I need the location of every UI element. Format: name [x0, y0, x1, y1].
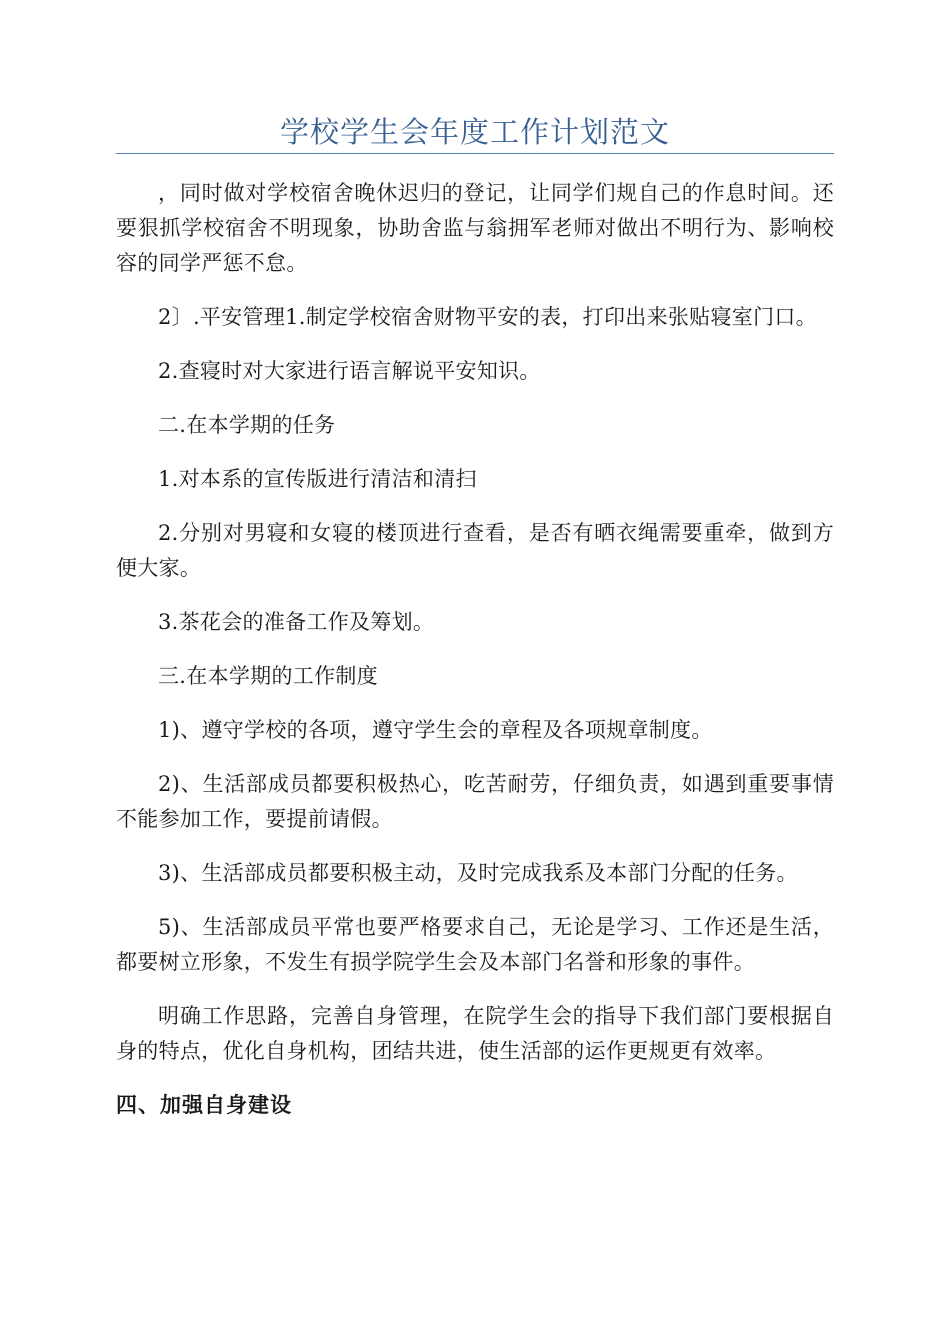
paragraph-safety-knowledge: 2.查寝时对大家进行语言解说平安知识。 — [158, 359, 541, 383]
paragraph-task-2: 2.分别对男寝和女寝的楼顶进行查看，是否有晒衣绳需要重牵，做到方便大家。 — [116, 521, 834, 580]
document-title: 学校学生会年度工作计划范文 — [279, 115, 670, 149]
paragraph-rule-1: 1)、遵守学校的各项，遵守学生会的章程及各项规章制度。 — [158, 718, 713, 742]
paragraph-rule-3: 3)、生活部成员都要积极主动，及时完成我系及本部门分配的任务。 — [158, 861, 798, 885]
paragraph-rule-2: 2)、生活部成员都要积极热心，吃苦耐劳，仔细负责，如遇到重要事情不能参加工作，要提前请假。 — [116, 772, 834, 831]
paragraph-rule-5: 5)、生活部成员平常也要严格要求自己，无论是学习、工作还是生活，都要树立形象，不发生有损学院学生会及本部门名誉和形象的事件。 — [116, 915, 834, 974]
paragraph-work-approach: 明确工作思路，完善自身管理，在院学生会的指导下我们部门要根据自身的特点，优化自身机构，团结共进，使生活部的运作更规更有效率。 — [116, 1004, 834, 1063]
paragraph-task-1: 1.对本系的宣传版进行清洁和清扫 — [158, 467, 477, 491]
paragraph-work-rules-heading: 三.在本学期的工作制度 — [158, 664, 378, 688]
paragraph-dorm-checkin: ，同时做对学校宿舍晚休迟归的登记，让同学们规自己的作息时间。还要狠抓学校宿舍不明现象，协助舍监与翁拥军老师对做出不明行为、影响校容的同学严惩不怠。 — [116, 181, 834, 275]
document-page — [116, 0, 834, 1123]
paragraph-semester-tasks-heading: 二.在本学期的任务 — [158, 413, 336, 437]
paragraph-task-3: 3.茶花会的准备工作及筹划。 — [158, 610, 435, 634]
document-body — [116, 176, 834, 1123]
paragraph-safety-management: 2〕.平安管理1.制定学校宿舍财物平安的表，打印出来张贴寝室门口。 — [158, 305, 817, 329]
title-underline — [116, 153, 834, 154]
section-heading-self-building: 四、加强自身建设 — [116, 1093, 292, 1117]
